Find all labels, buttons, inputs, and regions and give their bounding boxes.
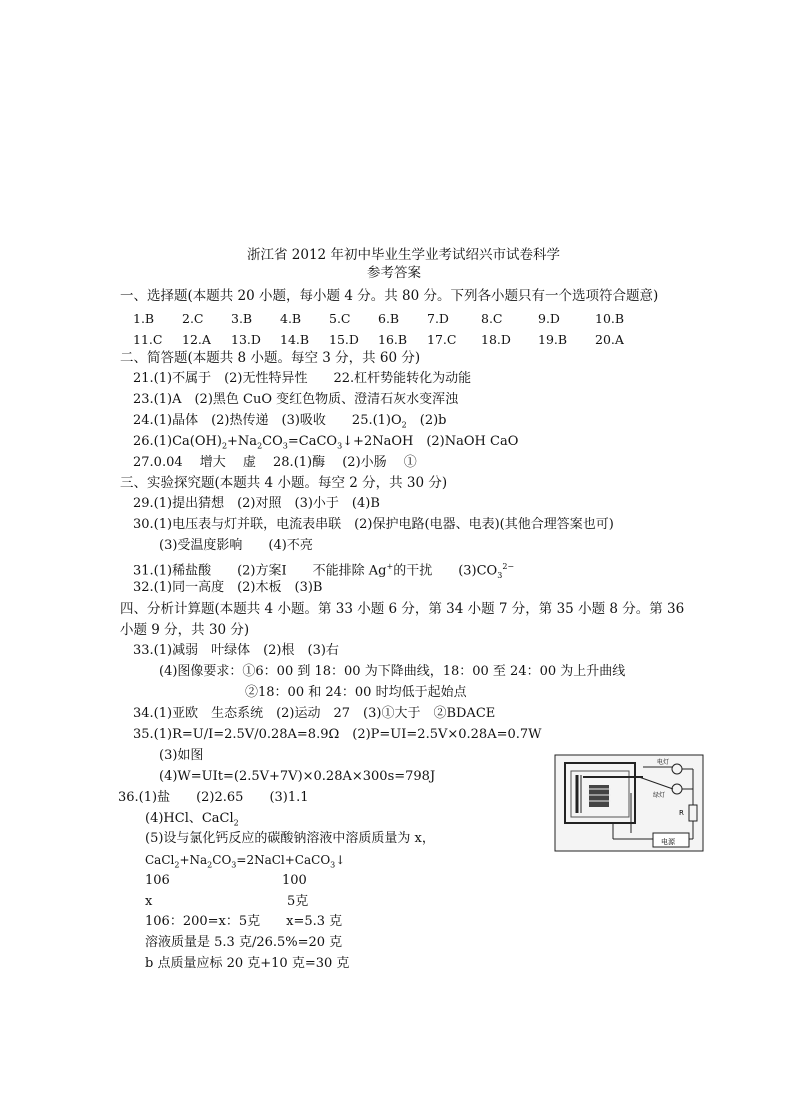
answer-q36-4: (4)HCl、CaCl$_2$ [145,811,239,828]
choice-answer: 10.B [595,311,625,326]
point-b-mass: b 点质量应标 20 克+10 克=30 克 [145,956,350,971]
ratio-values: 100 [282,873,307,888]
answer-q32: 32.(1)同一高度 (2)木板 (3)B [133,580,323,595]
answer-q35: 35.(1)R=U/I=2.5V/0.28A=8.9Ω (2)P=UI=2.5V×0.28A=0.7W [133,727,542,742]
circuit-diagram [553,753,705,853]
choice-answer: 12.A [182,332,211,347]
choice-answer: 17.C [427,332,457,347]
answer-q30-cont: (3)受温度影响 (4)不亮 [159,538,313,553]
choice-answer: 8.C [481,311,503,326]
answer-q33-4: (4)图像要求：①6：00 到 18：00 为下降曲线，18：00 至 24：00 为上升曲线 [159,664,626,679]
answer-q36: 36.(1)盐 (2)2.65 (3)1.1 [118,790,309,805]
label-green-light: 绿灯 [653,792,666,799]
answer-q30: 30.(1)电压表与灯并联，电流表串联 (2)保护电路(电器、电表)(其他合理答案也可) [133,517,614,532]
choice-answer: 16.B [378,332,408,347]
answer-q35-3: (3)如图 [159,748,204,763]
ratio-unknowns: x [145,894,153,909]
choice-answer: 19.B [538,332,568,347]
label-power-source: 电源 [661,838,675,846]
choice-answer: 15.D [329,332,359,347]
answer-q23: 23.(1)A (2)黑色 CuO 变红色物质、澄清石灰水变浑浊 [133,392,459,407]
answer-q21-22: 21.(1)不属于 (2)无性特异性 22.杠杆势能转化为动能 [133,371,472,386]
solution-mass: 溶液质量是 5.3 克/26.5%=20 克 [145,935,343,950]
choice-answer: 14.B [280,332,310,347]
section-heading-calc-cont: 小题 9 分，共 30 分) [120,622,250,638]
label-resistor: R [679,809,684,817]
choice-answers-row-2 [133,331,693,349]
equation: $CaCl_2+Na_2CO_3=2NaCl+CaCO_3↓$ [145,853,346,870]
answer-q35-4: (4)W=UIt=(2.5V+7V)×0.28A×300s=798J [159,769,436,784]
choice-answer: 18.D [481,332,511,347]
section-heading-experiment: 三、实验探究题(本题共 4 小题。每空 2 分，共 30 分) [120,475,448,491]
choice-answer: 13.D [231,332,261,347]
proportion: 106：200=x：5克 x=5.3 克 [145,914,343,929]
choice-answer: 1.B [133,311,155,326]
choice-answer: 2.C [182,311,204,326]
section-heading-choice: 一、选择题(本题共 20 小题，每小题 4 分。共 80 分。下列各小题只有一个选项符合题意) [120,288,659,304]
answer-q36-5: (5)设与氯化钙反应的碳酸钠溶液中溶质质量为 x， [145,831,435,846]
answer-q33: 33.(1)减弱 叶绿体 (2)根 (3)右 [133,643,339,658]
answer-q33-4-cont: ②18：00 和 24：00 时均低于起始点 [245,685,467,700]
page-title: 浙江省 2012 年初中毕业生学业考试绍兴市试卷科学 [247,247,560,263]
answer-q26: $26.(1)Ca(OH)_2+Na_2CO_3=CaCO_3↓+2NaOH$ (2)NaOH CaO [133,434,519,451]
answer-q24-25: 24.(1)晶体 (2)热传递 (3)吸收 $25.(1)O_2$ (2)b [133,413,447,430]
ratio-unknowns: 5克 [287,894,309,909]
answer-q27-28: 27.0.04 增大 虚 28.(1)酶 (2)小肠 ① [133,455,417,470]
choice-answers-row-1 [133,310,693,328]
choice-answer: 20.A [595,332,624,347]
choice-answer: 7.D [427,311,449,326]
choice-answer: 6.B [378,311,400,326]
choice-answer: 11.C [133,332,163,347]
page-subtitle: 参考答案 [367,265,421,281]
section-heading-short: 二、简答题(本题共 8 小题。每空 3 分，共 60 分) [120,350,421,366]
answer-q29: 29.(1)提出猜想 (2)对照 (3)小于 (4)B [133,496,380,511]
label-electric-light: 电灯 [657,759,670,766]
answer-q31: 31.(1)稀盐酸 (2)方案Ⅰ 不能排除 Ag+的干扰 $(3)CO_3^{2-}$ [133,562,515,580]
choice-answer: 5.C [329,311,351,326]
ratio-values: 106 [145,873,170,888]
choice-answer: 9.D [538,311,560,326]
choice-answer: 4.B [280,311,302,326]
section-heading-calc: 四、分析计算题(本题共 4 小题。第 33 小题 6 分，第 34 小题 7 分，第 35 小题 8 分。第 36 [120,601,685,617]
answer-q34: 34.(1)亚欧 生态系统 (2)运动 27 (3)①大于 ②BDACE [133,706,496,721]
choice-answer: 3.B [231,311,253,326]
